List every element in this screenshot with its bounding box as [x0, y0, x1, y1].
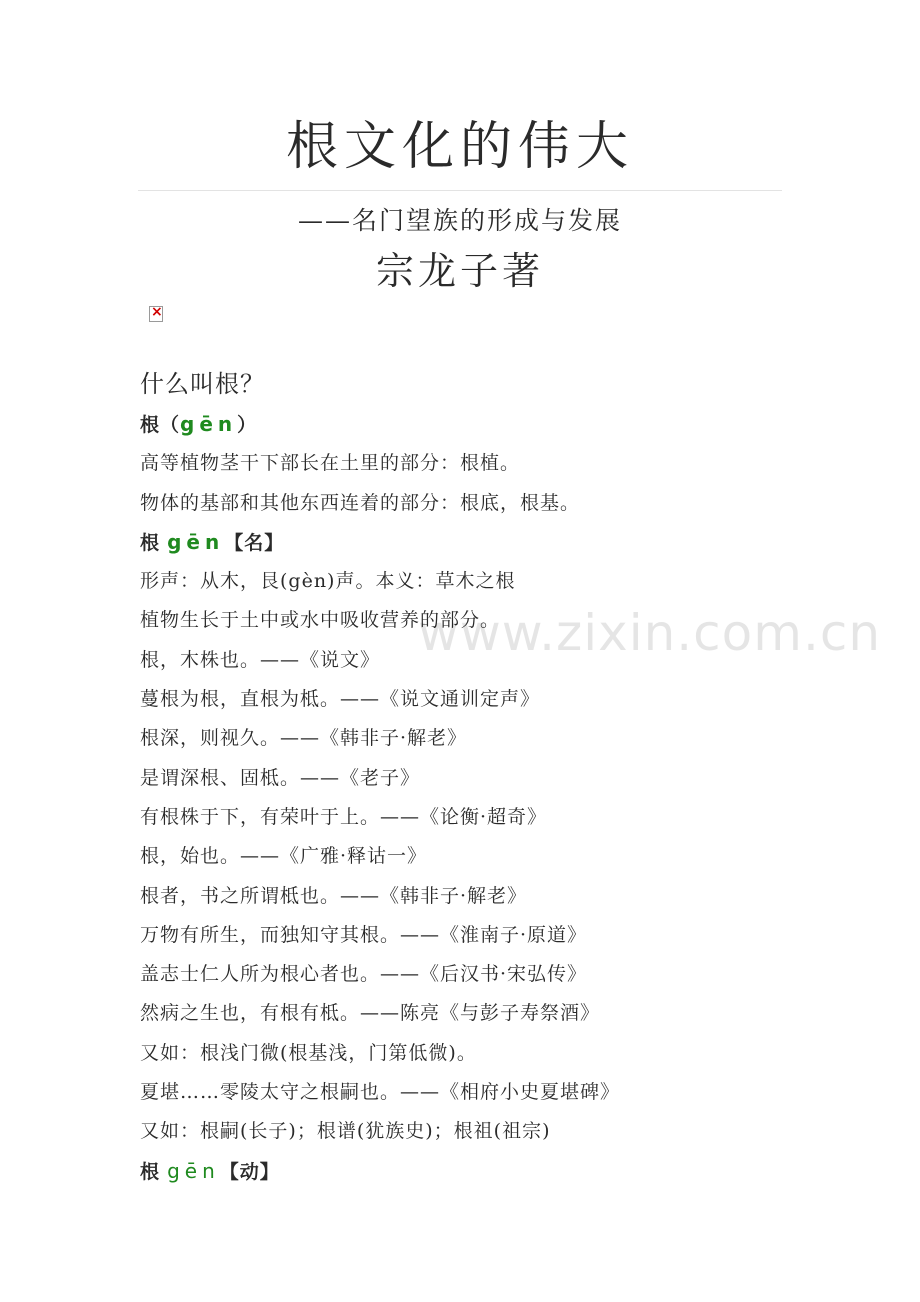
entry-char: 根 — [140, 1160, 161, 1183]
entry-pinyin: gēn — [167, 529, 225, 554]
entry-char: 根 — [140, 531, 161, 554]
quote-line: 又如：根嗣(长子)；根谱(犹族史)；根祖(祖宗) — [140, 1120, 551, 1143]
entry-header — [140, 405, 840, 444]
section-heading: 什么叫根？ — [140, 370, 265, 398]
quote-line: 又如：根浅门微(根基浅，门第低微)。 — [140, 1041, 477, 1064]
watermark: www.zixin.com.cn — [418, 604, 882, 662]
quote-line: 有根株于下，有荣叶于上。——《论衡·超奇》 — [140, 805, 548, 828]
entry-header — [140, 523, 840, 562]
broken-image-icon — [149, 306, 163, 322]
quote-line: 然病之生也，有根有柢。——陈亮《与彭子寿祭酒》 — [140, 1002, 601, 1025]
quote-line: 根，木株也。——《说文》 — [140, 648, 381, 671]
entry-pos-tag: 【动】 — [219, 1160, 280, 1183]
quote-line: 植物生长于土中或水中吸收营养的部分。 — [140, 609, 501, 632]
quote-line: 万物有所生，而独知守其根。——《淮南子·原道》 — [140, 923, 588, 946]
quote-line: 夏堪……零陵太守之根嗣也。——《相府小史夏堪碑》 — [140, 1081, 621, 1104]
title-divider — [138, 190, 782, 191]
entry-close: ） — [237, 414, 258, 436]
quote-line: 盖志士仁人所为根心者也。——《后汉书·宋弘传》 — [140, 963, 588, 986]
quote-line: 根，始也。——《广雅·释诂一》 — [140, 845, 428, 868]
entry-header — [140, 1152, 840, 1191]
quote-line: 根深，则视久。——《韩非子·解老》 — [140, 727, 468, 750]
definition-line: 物体的基部和其他东西连着的部分：根底，根基。 — [140, 491, 581, 514]
document-title: 根文化的伟大 — [285, 117, 634, 177]
entry-pos-tag: 【名】 — [224, 531, 285, 554]
body-text — [140, 405, 840, 1191]
quote-line: 蔓根为根，直根为柢。——《说文通训定声》 — [140, 688, 541, 711]
entry-char: 根（ — [140, 414, 181, 436]
quote-line: 根者，书之所谓柢也。——《韩非子·解老》 — [140, 884, 528, 907]
document-subtitle: ——名门望族的形成与发展 — [297, 206, 622, 235]
quote-line: 形声：从木，艮(gèn)声。本义：草木之根 — [140, 570, 516, 593]
definition-line: 高等植物茎干下部长在土里的部分：根植。 — [140, 452, 521, 475]
quote-line: 是谓深根、固柢。——《老子》 — [140, 766, 421, 789]
entry-pinyin: gēn — [167, 1158, 220, 1183]
document-author: 宗龙子著 — [375, 249, 544, 293]
entry-pinyin: gēn — [180, 412, 238, 436]
